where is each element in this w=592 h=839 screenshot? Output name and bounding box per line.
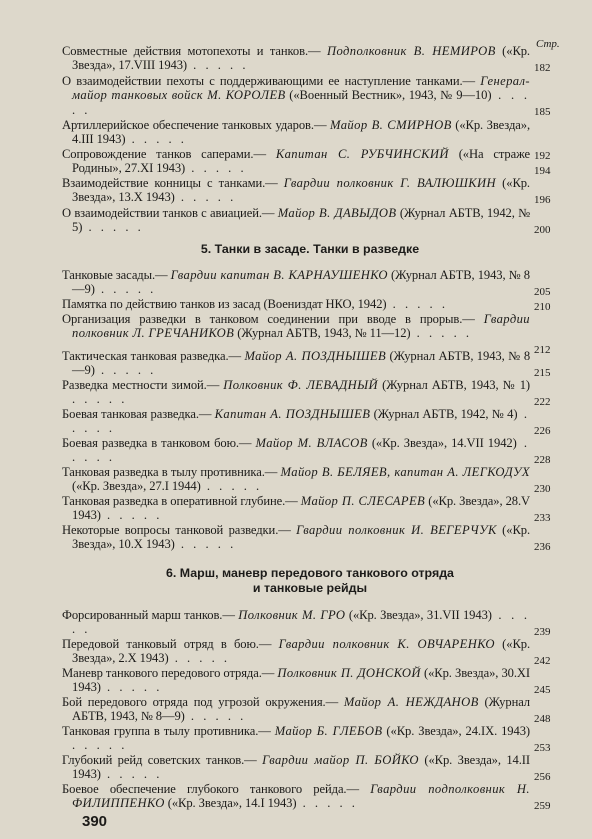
entry-author: Гвардии подполковник Н. ФИЛИППЕНКО (72, 782, 530, 811)
entry-page-number: 215 (534, 367, 551, 379)
toc-entry (62, 44, 530, 73)
dot-leader: . . . . . (72, 407, 531, 436)
entry-title: О взаимодействии танков с авиацией.— (62, 206, 278, 220)
dot-leader: . . . . . (200, 479, 263, 494)
entry-author: Полковник Ф. ЛЕВАДНЫЙ (223, 378, 379, 392)
entry-author: Майор В. БЕЛЯЕВ, капитан А. ЛЕГКОДУХ (280, 465, 530, 479)
section-title-line: 6. Марш, маневр передового танкового отряда (166, 566, 454, 580)
entry-author: Гвардии полковник И. ВЕГЕРЧУК (296, 523, 497, 537)
entry-page-number: 233 (534, 512, 551, 524)
entry-source: (Журнал АБТВ, 1942, № 5) (72, 206, 531, 235)
toc-entry (62, 74, 530, 117)
entry-page-number: 242 (534, 655, 551, 667)
dot-leader: . . . . . (72, 738, 128, 753)
entry-source: («Кр. Звезда», 2.X 1943) (72, 637, 530, 666)
section-title (62, 566, 558, 596)
dot-leader: . . . . . (125, 132, 187, 147)
entry-page-number: 205 (534, 286, 551, 298)
entry-source: (Журнал АБТВ, 1943, № 8—9) (72, 695, 530, 724)
toc-entry (62, 349, 530, 378)
toc-entry (62, 297, 530, 311)
entry-page-number: 210 (534, 301, 551, 313)
entry-author: Подполковник В. НЕМИРОВ (326, 44, 496, 58)
dot-leader: . . . . . (184, 709, 247, 724)
entry-title: Организация разведки в танковом соединении при вводе в прорыв.— (62, 312, 484, 326)
toc-entry (62, 206, 530, 235)
entry-page-number: 259 (534, 800, 551, 812)
toc-entry (62, 608, 530, 637)
toc-entry (62, 118, 530, 147)
entry-author: Гвардии полковник Г. ВАЛЮШКИН (283, 176, 497, 190)
entry-page-number: 226 (534, 425, 551, 437)
entry-page-number: 239 (534, 626, 551, 638)
entry-author: Капитан С. РУБЧИНСКИЙ (275, 147, 449, 161)
entry-title: Взаимодействие конницы с танками.— (62, 176, 284, 190)
entry-title: Маневр танкового передового отряда.— (62, 666, 278, 680)
dot-leader: . . . . . (72, 392, 128, 407)
entry-source: (Журнал АБТВ, 1943, № 8—9) (72, 268, 530, 297)
toc-entry (62, 268, 530, 297)
entry-source: («Кр. Звезда», 24.IX. 1943) (382, 724, 530, 738)
entry-title: Сопровождение танков саперами.— (62, 147, 276, 161)
dot-leader: . . . . . (94, 363, 157, 378)
entry-author: Майор М. ВЛАСОВ (255, 436, 368, 450)
entry-source: («Кр. Звезда», 31.VII 1943) (345, 608, 492, 622)
dot-leader: . . . . . (72, 608, 530, 637)
dot-leader: . . . . . (174, 537, 237, 552)
entry-author: Капитан А. ПОЗДНЫШЕВ (214, 407, 371, 421)
toc-entry (62, 666, 530, 695)
dot-leader: . . . . . (168, 651, 231, 666)
entry-title: О взаимодействии пехоты с поддерживающими ее наступление танками.— (62, 74, 481, 88)
dot-leader: . . . . . (94, 282, 157, 297)
entry-source: (Журнал АБТВ, 1943, № 11—12) (234, 326, 411, 341)
entry-source: («Кр. Звезда», 30.XI 1943) (72, 666, 530, 695)
entry-page-number: 253 (534, 742, 551, 754)
toc-entry (62, 312, 530, 341)
toc-entry (62, 753, 530, 782)
toc-entry (62, 147, 530, 176)
entry-title: Разведка местности зимой.— (62, 378, 224, 392)
dot-leader: . . . . . (174, 190, 237, 205)
entry-title: Бой передового отряда под угрозой окружения.— (62, 695, 344, 709)
entry-source: («Кр. Звезда», 4.III 1943) (72, 118, 530, 147)
entry-title: Танковая разведка в тылу противника.— (62, 465, 281, 479)
dot-leader: . . . . . (187, 58, 249, 73)
toc-entry (62, 378, 530, 407)
section-title-line: 5. Танки в засаде. Танки в разведке (200, 242, 420, 256)
entry-page-number: 228 (534, 454, 551, 466)
entry-author: Майор В. СМИРНОВ (330, 118, 452, 132)
entry-title: Форсированный марш танков.— (62, 608, 239, 622)
toc-entry (62, 523, 530, 552)
entry-page-number: 212 (534, 344, 551, 356)
entry-title: Танковая группа в тылу противника.— (62, 724, 275, 738)
toc-entry (62, 494, 530, 523)
entry-author: Гвардии капитан В. КАРНАУШЕНКО (170, 268, 388, 282)
entry-source: («Военный Вестник», 1943, № 9—10) (285, 88, 492, 103)
entry-title: Глубокий рейд советских танков.— (62, 753, 263, 767)
entry-source: (Журнал АБТВ, 1943, № 8—9) (72, 349, 531, 378)
entry-author: Полковник П. ДОНСКОЙ (277, 666, 421, 680)
toc-entry (62, 465, 530, 494)
toc-entry (62, 176, 530, 205)
entry-source: («На страже Родины», 27.XI 1943) (72, 147, 530, 176)
dot-leader: . . . . . (72, 88, 530, 117)
toc-entry (62, 407, 530, 436)
entry-author: Гвардии полковник К. ОВЧАРЕНКО (278, 637, 495, 651)
entry-title: Передовой танковый отряд в бою.— (62, 637, 279, 651)
entry-title: Некоторые вопросы танковой разведки.— (62, 523, 297, 537)
section-title-line: и танковые рейды (252, 581, 368, 595)
entry-title: Боевая танковая разведка.— (62, 407, 215, 421)
entry-author: Гвардии майор П. БОЙКО (262, 753, 419, 767)
entry-source: («Кр. Звезда», 28.V 1943) (72, 494, 531, 523)
entry-title: Артиллерийское обеспечение танковых ударов.— (62, 118, 331, 132)
entry-source: (Журнал АБТВ, 1942, № 4) (370, 407, 518, 421)
dot-leader: . . . . . (185, 161, 247, 176)
dot-leader: . . . . . (82, 220, 144, 235)
entry-page-number: 222 (534, 396, 551, 408)
entry-title: Танковые засады.— (62, 268, 171, 282)
entry-title: Боевая разведка в танковом бою.— (62, 436, 256, 450)
entry-page-number: 196 (534, 194, 551, 206)
entry-author: Майор П. СЛЕСАРЕВ (300, 494, 426, 508)
entry-page-number: 194 (534, 165, 551, 177)
entry-title: Танковая разведка в оперативной глубине.— (62, 494, 301, 508)
toc-entry (62, 436, 530, 465)
dot-leader: . . . . . (100, 508, 163, 523)
toc-entry (62, 695, 530, 724)
entry-source: («Кр. Звезда», 10.X 1943) (72, 523, 530, 552)
toc-entry (62, 724, 530, 753)
section-title (62, 242, 558, 257)
entry-author: Полковник М. ГРО (238, 608, 346, 622)
entry-author: Майор А. НЕЖДАНОВ (343, 695, 479, 709)
dot-leader: . . . . . (72, 436, 530, 465)
toc-entry (62, 782, 530, 811)
entry-page-number: 185 (534, 106, 551, 118)
entry-source: («Кр. Звезда», 14.VII 1942) (367, 436, 517, 450)
entry-page-number: 248 (534, 713, 551, 725)
entry-source: («Кр. Звезда», 13.X 1943) (72, 176, 530, 205)
entry-title: Совместные действия мотопехоты и танков.— (62, 44, 327, 58)
entry-source: («Кр. Звезда», 17.VIII 1943) (72, 44, 530, 73)
entry-source: («Кр. Звезда», 27.I 1944) (72, 479, 201, 494)
page-number: 390 (82, 813, 108, 830)
entry-page-number: 245 (534, 684, 551, 696)
entry-page-number: 236 (534, 541, 551, 553)
dot-leader: . . . . . (100, 767, 163, 782)
entry-author: Майор А. ПОЗДНЫШЕВ (244, 349, 387, 363)
entry-author: Майор В. ДАВЫДОВ (277, 206, 397, 220)
entry-page-number: 200 (534, 224, 551, 236)
toc-entry (62, 637, 530, 666)
dot-leader: . . . . . (410, 326, 473, 341)
entry-page-number: 182 (534, 62, 551, 74)
entry-source: («Кр. Звезда», 14.II 1943) (72, 753, 530, 782)
entry-page-number: 256 (534, 771, 551, 783)
entry-page-number: 230 (534, 483, 551, 495)
entry-title: Тактическая танковая разведка.— (62, 349, 245, 363)
dot-leader: . . . . . (386, 297, 448, 311)
dot-leader: . . . . . (100, 680, 163, 695)
entry-source: (Журнал АБТВ, 1943, № 1) (378, 378, 530, 392)
entry-author: Майор Б. ГЛЕБОВ (274, 724, 383, 738)
entry-page-number: 192 (534, 150, 551, 162)
dot-leader: . . . . . (296, 796, 358, 811)
entry-author: Гвардии полковник Л. ГРЕЧАНИКОВ (72, 312, 530, 341)
entry-title: Боевое обеспечение глубокого танкового рейда.— (62, 782, 371, 796)
entry-source: («Кр. Звезда», 14.I 1943) (164, 796, 297, 811)
entry-title: Памятка по действию танков из засад (Воениздат НКО, 1942) (62, 297, 387, 311)
page-column-label: Стр. (536, 38, 560, 50)
entry-author: Генерал-майор танковых войск М. КОРОЛЕВ (72, 74, 530, 103)
